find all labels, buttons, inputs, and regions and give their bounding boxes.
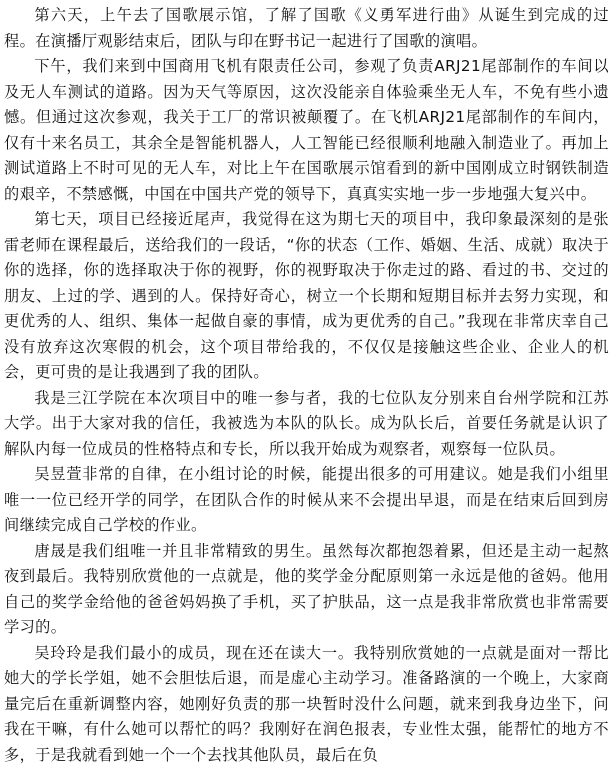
paragraph-team-intro: 我是三江学院在本次项目中的唯一参与者，我的七位队友分别来自台州学院和江苏大学。出于大家对我的信任，我被选为本队的队长。成为队长后，首要任务就是认识了解队内每一位成员的性格特点和专长，所以我开始成为观察者，观察每一位队员。 — [4, 386, 609, 463]
paragraph-day6-morning: 第六天，上午去了国歌展示馆，了解了国歌《义勇军进行曲》从诞生到完成的过程。在演播厅观影结束后，团队与印在野书记一起进行了国歌的演唱。 — [4, 3, 609, 54]
paragraph-day7: 第七天，项目已经接近尾声，我觉得在这为期七天的项目中，我印象最深刻的是张雷老师在课程最后，送给我们的一段话，“你的状态（工作、婚姻、生活、成就）取决于你的选择，你的选择取决于你的视野，你的视野取决于你走过的路、看过的书、交过的朋友、上过的学、遇到的人。保持好奇心，树立一个长期和短期目标并去努力实现，和更优秀的人、组织、集体一起做自豪的事情，成为更优秀的自己。”我现在非常庆幸自己没有放弃这次寒假的机会，这个项目带给我的，不仅仅是接触这些企业、企业人的机会，更可贵的是让我遇到了我的团队。 — [4, 207, 609, 386]
paragraph-day6-afternoon: 下午，我们来到中国商用飞机有限责任公司，参观了负责ARJ21尾部制作的车间以及无人车测试的道路。因为天气等原因，这次没能亲自体验乘坐无人车，不免有些小遗憾。但通过这次参观，我关于工厂的常识被颠覆了。在飞机ARJ21尾部制作的车间内，仅有十来名员工，其余全是智能机器人，人工智能已经很顺利地融入制造业了。再加上测试道路上不时可见的无人车，对比上午在国歌展示馆看到的新中国刚成立时钢铁制造的艰辛，不禁感慨，中国在中国共产党的领导下，真真实实地一步一步地强大复兴中。 — [4, 54, 609, 207]
paragraph-member-wu-yuxuan: 吴昱萱非常的自律，在小组讨论的时候，能提出很多的可用建议。她是我们小组里唯一一位已经开学的同学，在团队合作的时候从来不会提出早退，而是在结束后回到房间继续完成自己学校的作业。 — [4, 462, 609, 539]
document-body — [4, 3, 609, 768]
paragraph-member-tang-sheng: 唐晟是我们组唯一并且非常精致的男生。虽然每次都抱怨着累，但还是主动一起熬夜到最后。我特别欣赏他的一点就是，他的奖学金分配原则第一永远是他的爸妈。他用自己的奖学金给他的爸爸妈妈换了手机，买了护肤品，这一点是我非常欣赏也非常需要学习的。 — [4, 539, 609, 641]
paragraph-member-wu-lingling: 吴玲玲是我们最小的成员，现在还在读大一。我特别欣赏她的一点就是面对一帮比她大的学长学姐，她不会胆怯后退，而是虚心主动学习。准备路演的一个晚上，大家商量完后在重新调整内容，她刚好负责的那一块暂时没什么问题，就来到我身边坐下，问我在干嘛，有什么她可以帮忙的吗？我刚好在润色报表，专业性太强，能帮忙的地方不多，于是我就看到她一个一个去找其他队员，最后在负 — [4, 641, 609, 768]
